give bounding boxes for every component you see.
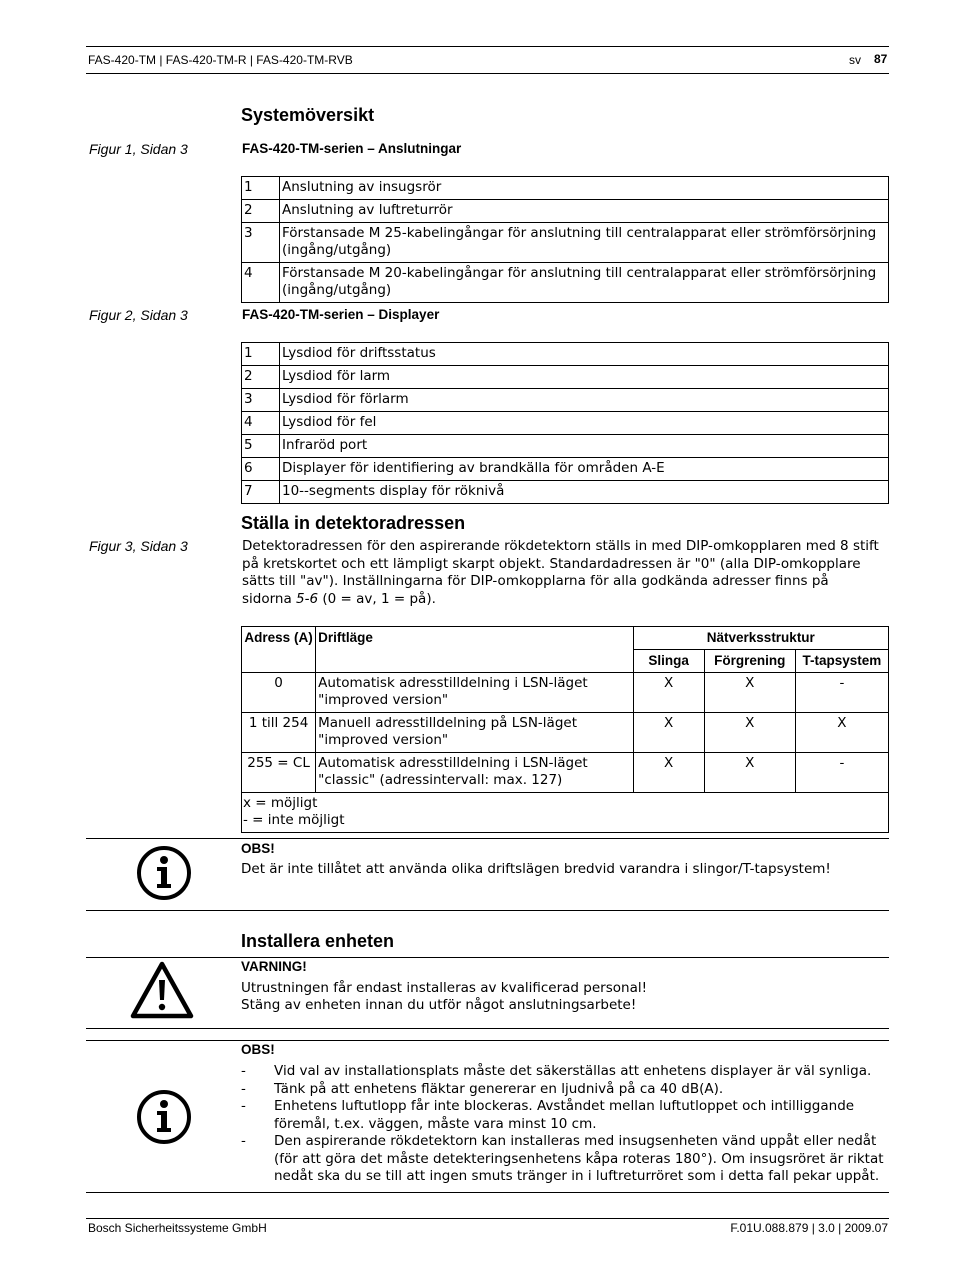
table-row bbox=[242, 200, 889, 223]
table-row bbox=[242, 435, 889, 458]
section-title-overview: Systemöversikt bbox=[241, 105, 375, 125]
address-paragraph bbox=[242, 538, 882, 608]
table-row bbox=[242, 389, 889, 412]
cell-address: 0 bbox=[242, 673, 316, 713]
warning-line-1: Utrustningen får endast installeras av kvalificerad personal! bbox=[241, 980, 648, 996]
info-icon bbox=[135, 844, 193, 902]
row-text: Anslutning av luftreturrör bbox=[280, 200, 889, 223]
table-legend-row bbox=[242, 793, 889, 833]
section-title-install: Installera enheten bbox=[241, 931, 395, 951]
cell-branch: X bbox=[704, 673, 795, 713]
row-number: 3 bbox=[242, 223, 280, 263]
list-item bbox=[241, 1133, 891, 1186]
row-text: Infraröd port bbox=[280, 435, 889, 458]
cell-ttap: X bbox=[795, 713, 888, 753]
cell-loop: X bbox=[633, 673, 704, 713]
cell-address: 1 till 254 bbox=[242, 713, 316, 753]
note1-top-rule bbox=[86, 838, 889, 839]
bullet: - bbox=[241, 1133, 246, 1149]
table-row bbox=[242, 366, 889, 389]
cell-address: 255 = CL bbox=[242, 753, 316, 793]
list-item bbox=[241, 1098, 891, 1133]
row-number: 6 bbox=[242, 458, 280, 481]
legend-not-possible: - = inte möjligt bbox=[243, 812, 345, 828]
legend-possible: x = möjligt bbox=[243, 795, 318, 811]
row-text: Lysdiod för driftsstatus bbox=[280, 343, 889, 366]
table-row bbox=[242, 223, 889, 263]
header-bottom-rule bbox=[86, 73, 889, 74]
table-header-row bbox=[242, 627, 889, 650]
table-row bbox=[242, 412, 889, 435]
note1-text: Det är inte tillåtet att använda olika driftslägen bredvid varandra i slingor/T-tapsystem! bbox=[241, 861, 831, 877]
table-row bbox=[242, 481, 889, 504]
row-number: 1 bbox=[242, 343, 280, 366]
row-number: 4 bbox=[242, 263, 280, 303]
cell-mode: Automatisk adresstilldelning i LSN-läget "classic" (adressintervall: max. 127) bbox=[316, 753, 633, 793]
row-number: 5 bbox=[242, 435, 280, 458]
list-item-text: Vid val av installationsplats måste det säkerställas att enhetens displayer är väl synliga. bbox=[274, 1063, 872, 1079]
displays-table bbox=[241, 342, 889, 504]
table-row bbox=[242, 753, 889, 793]
warning-top-rule bbox=[86, 957, 889, 958]
row-text: Anslutning av insugsrör bbox=[280, 177, 889, 200]
page-reference: 5-6 bbox=[296, 590, 319, 607]
cell-mode: Manuell adresstilldelning på LSN-läget "improved version" bbox=[316, 713, 633, 753]
figure-ref-1: Figur 1, Sidan 3 bbox=[89, 141, 188, 157]
cell-loop: X bbox=[633, 713, 704, 753]
note2-label: OBS! bbox=[241, 1042, 275, 1057]
connections-table bbox=[241, 176, 889, 303]
footer-rule bbox=[86, 1218, 889, 1219]
table-row bbox=[242, 673, 889, 713]
section-title-address: Ställa in detektoradressen bbox=[241, 513, 466, 533]
row-text: Förstansade M 25-kabelingångar för anslutning till centralapparat eller strömförsörjning (ingång/utgång) bbox=[280, 223, 889, 263]
table-row bbox=[242, 343, 889, 366]
address-table bbox=[241, 626, 889, 833]
cell-ttap: - bbox=[795, 673, 888, 713]
cell-branch: X bbox=[704, 713, 795, 753]
table-row bbox=[242, 713, 889, 753]
list-item bbox=[241, 1063, 891, 1081]
row-number: 1 bbox=[242, 177, 280, 200]
figure-ref-2: Figur 2, Sidan 3 bbox=[89, 307, 188, 323]
warning-line-2: Stäng av enheten innan du utför något anslutningsarbete! bbox=[241, 997, 637, 1013]
page-number: 87 bbox=[874, 52, 888, 66]
cell-branch: X bbox=[704, 753, 795, 793]
col-ttap: T-tapsystem bbox=[795, 650, 888, 673]
table-row bbox=[242, 177, 889, 200]
table-row bbox=[242, 458, 889, 481]
warning-icon bbox=[129, 960, 195, 1020]
bullet: - bbox=[241, 1063, 246, 1079]
row-number: 7 bbox=[242, 481, 280, 504]
bullet: - bbox=[241, 1080, 246, 1097]
list-item-text: Tänk på att enhetens fläktar genererar en ljudnivå på ca 40 dB(A). bbox=[274, 1080, 724, 1097]
list-item-text: Den aspirerande rökdetektorn kan installeras med insugsenheten vänd uppåt eller nedåt (för att göra det måste detekteringsenhetens kåpa roteras 180°). Om insugsröret är riktat nedåt ska du se till att ingen smuts tränger in i luftreturröret som i detta fall pekar uppåt. bbox=[274, 1133, 884, 1184]
bullet: - bbox=[241, 1098, 246, 1114]
warning-bottom-rule bbox=[86, 1028, 889, 1029]
figure-caption-1: FAS-420-TM-serien – Anslutningar bbox=[242, 141, 462, 156]
figure-ref-3: Figur 3, Sidan 3 bbox=[89, 538, 188, 554]
row-text: Lysdiod för fel bbox=[280, 412, 889, 435]
footer-doc-id: F.01U.088.879 | 3.0 | 2009.07 bbox=[730, 1221, 888, 1235]
warning-label: VARNING! bbox=[241, 959, 307, 974]
col-loop: Slinga bbox=[633, 650, 704, 673]
col-address: Adress (A) bbox=[242, 627, 316, 673]
cell-loop: X bbox=[633, 753, 704, 793]
list-item bbox=[241, 1081, 891, 1099]
row-number: 3 bbox=[242, 389, 280, 412]
paragraph-text: Detektoradressen för den aspirerande rökdetektorn ställs in med DIP-omkopplaren med 8 stift på kretskortet och ett lämpligt skarpt objekt. Standardadressen är "0" (alla DIP-omkopplare sätts till "av"). Inställningarna för DIP-omkopplarna för alla godkända adresser finns på sidorna bbox=[242, 538, 879, 607]
list-item-text: Enhetens luftutlopp får inte blockeras. Avståndet mellan luftutloppet och intilliggande föremål, t.ex. väggen, måste vara minst 10 cm. bbox=[274, 1098, 855, 1132]
row-text: Lysdiod för larm bbox=[280, 366, 889, 389]
paragraph-text-end: (0 = av, 1 = på). bbox=[318, 590, 436, 607]
col-mode: Driftläge bbox=[316, 627, 633, 673]
col-branch: Förgrening bbox=[704, 650, 795, 673]
table-legend bbox=[242, 793, 889, 833]
cell-ttap: - bbox=[795, 753, 888, 793]
row-text: Displayer för identifiering av brandkälla för områden A-E bbox=[280, 458, 889, 481]
row-text: 10--segments display för röknivå bbox=[280, 481, 889, 504]
note1-label: OBS! bbox=[241, 841, 275, 856]
col-network: Nätverksstruktur bbox=[633, 627, 888, 650]
note2-bottom-rule bbox=[86, 1192, 889, 1193]
table-row bbox=[242, 263, 889, 303]
row-number: 2 bbox=[242, 366, 280, 389]
row-text: Lysdiod för förlarm bbox=[280, 389, 889, 412]
header-product: FAS-420-TM | FAS-420-TM-R | FAS-420-TM-RVB bbox=[88, 53, 353, 67]
cell-mode: Automatisk adresstilldelning i LSN-läget "improved version" bbox=[316, 673, 633, 713]
note2-top-rule bbox=[86, 1040, 889, 1041]
footer-company: Bosch Sicherheitssysteme GmbH bbox=[88, 1221, 267, 1235]
note2-list bbox=[241, 1063, 891, 1186]
row-text: Förstansade M 20-kabelingångar för anslutning till centralapparat eller strömförsörjning (ingång/utgång) bbox=[280, 263, 889, 303]
info-icon bbox=[135, 1088, 193, 1146]
row-number: 2 bbox=[242, 200, 280, 223]
note1-bottom-rule bbox=[86, 910, 889, 911]
figure-caption-2: FAS-420-TM-serien – Displayer bbox=[242, 307, 440, 322]
header-top-rule bbox=[86, 46, 889, 47]
row-number: 4 bbox=[242, 412, 280, 435]
header-language: sv bbox=[849, 53, 861, 67]
